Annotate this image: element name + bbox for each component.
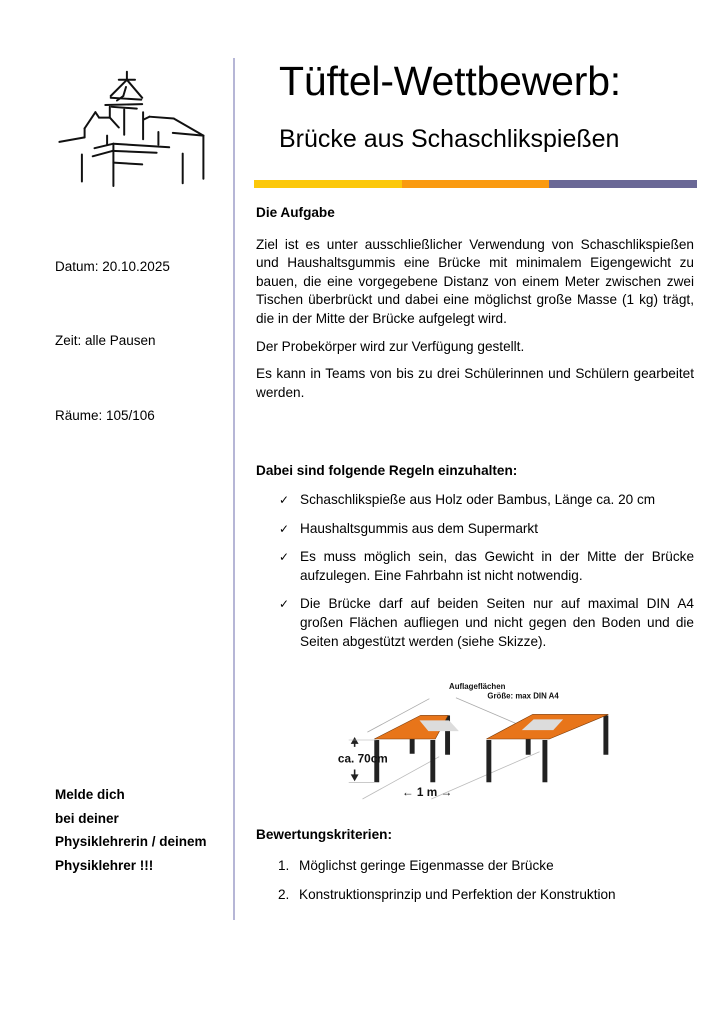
rules-heading: Dabei sind folgende Regeln einzuhalten: (256, 463, 518, 478)
rooms-info: Räume: 105/106 (55, 408, 155, 423)
page-subtitle: Brücke aus Schaschlikspießen (279, 125, 620, 153)
rules-list (279, 491, 694, 661)
contact-line: Physiklehrer !!! (55, 857, 154, 873)
rule-item (279, 491, 694, 510)
color-bar-segment-purple (549, 180, 697, 188)
task-section (256, 204, 694, 402)
right-table (486, 714, 608, 782)
criteria-number: 2. (278, 886, 290, 902)
rule-text: Haushaltsgummis aus dem Supermarkt (300, 520, 538, 536)
criteria-list (278, 857, 616, 914)
criteria-text: Möglichst geringe Eigenmasse der Brücke (299, 858, 554, 873)
task-paragraph: Ziel ist es unter ausschließlicher Verwendung von Schaschlikspießen und Haushaltsgummis eine Brücke mit minimalem Eigengewicht zu bauen, die eine vorgegebene Distanz von einem Meter zwischen zwei Tischen überbrückt und dabei eine möglichst große Masse (1 kg) trägt, die in der Mitte der Brücke aufgelegt wird. (256, 236, 694, 326)
leader-line (456, 698, 525, 728)
color-bar-segment-orange (402, 180, 550, 188)
criteria-number: 1. (278, 858, 290, 873)
tables-sketch (333, 672, 628, 807)
checkmark-icon: ✓ (279, 597, 290, 612)
contact-note (55, 783, 207, 877)
task-paragraph: Es kann in Teams von bis zu drei Schülerinnen und Schülern gearbeitet werden. (256, 366, 694, 400)
contact-line: Melde dich (55, 787, 125, 802)
color-bar (254, 180, 697, 188)
rule-text: Schaschlikspieße aus Holz oder Bambus, Länge ca. 20 cm (300, 492, 656, 507)
rule-text: Die Brücke darf auf beiden Seiten nur auf maximal DIN A4 großen Flächen aufliegen und nicht gegen den Boden und die Seiten abgestützt werden (siehe Skizze). (300, 596, 694, 649)
size-label: Größe: max DIN A4 (487, 691, 559, 701)
criteria-text: Konstruktionsprinzip und Perfektion der Konstruktion (299, 886, 616, 902)
checkmark-icon: ✓ (279, 493, 290, 507)
rule-item (279, 595, 694, 651)
task-paragraph: Der Probekörper wird zur Verfügung gestellt. (256, 338, 525, 354)
contact-line: bei deiner (55, 810, 119, 826)
contact-line: Physiklehrerin / deinem (55, 834, 207, 849)
checkmark-icon: ✓ (279, 550, 290, 565)
height-label: ca. 70cm (337, 751, 388, 766)
rule-item (279, 520, 694, 539)
criteria-heading: Bewertungskriterien: (256, 827, 392, 842)
criteria-item (278, 886, 616, 905)
column-divider (233, 58, 235, 920)
left-table (374, 715, 459, 782)
rule-text: Es muss möglich sein, das Gewicht in der Mitte der Brücke aufzulegen. Eine Fahrbahn ist nicht notwendig. (300, 549, 694, 583)
page-title: Tüftel-Wettbewerb: (279, 58, 621, 104)
surfaces-label: Auflageflächen (449, 681, 506, 691)
time-info: Zeit: alle Pausen (55, 333, 156, 348)
date-info: Datum: 20.10.2025 (55, 259, 170, 274)
criteria-item (278, 857, 616, 876)
task-heading: Die Aufgabe (256, 205, 335, 220)
checkmark-icon: ✓ (279, 521, 290, 536)
distance-label: ← 1 m → (401, 785, 453, 800)
color-bar-segment-yellow (254, 180, 402, 188)
rule-item (279, 548, 694, 585)
school-building-logo-icon (45, 60, 225, 195)
